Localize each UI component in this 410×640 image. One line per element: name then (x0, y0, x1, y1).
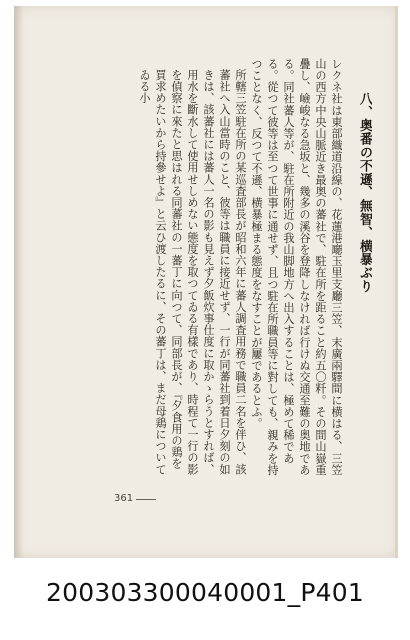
page-number: 361 (114, 493, 134, 504)
page-binding-shadow (14, 6, 24, 558)
paragraph-1: レクネ社は東部織道沿線の、花蓮港廰玉里支廳三笠、末廣兩驛間に横はる、三笠山の西方中央山脈近き最奥の蕃社で、駐在所を距ること約五〇粁。その間山嶽重疊し、嶮峻なる急坂と、幾多の溪谷を登降しなければ行けぬ交通至難の奥地である。同社蕃人等が、駐在所附近の我山脚地方へ出入することは、極めて稀である。從つて彼等は至つて世事に通せず、且つ駐在所職員等に對しても、親みを持つことなく、反つて不遜、横暴極まる態度をなすことが屢であるとふ。 (250, 58, 343, 476)
page-number-rule (136, 499, 156, 500)
image-caption: 200303300040001_P401 (46, 578, 364, 607)
section-heading: 八、奥番の不遜、無智、横暴ぶり (357, 92, 372, 293)
document-page (14, 6, 398, 558)
vertical-text-block (102, 58, 372, 478)
paragraph-2: 所轄三笠駐在所の某巡査部長が昭和六年に蕃人調査用務で職員二名を伴ひ、該蕃社へ入山當時のこと、彼等は職員に接近せず、一行が同蕃社到着日夕刻の如きは、該蕃社には蕃人一名の影も見えず夕飯炊事仕度に取かゝらうとすれば、用水を斷水して使用せしめない態度を取つてゐる有樣であり、時程て一行の影を偵察に來たと思はれる同蕃社の一蕃丁に向つて、同部長が、『夕食用の鶏を買求めたいから持參せよ』と云ひ渡したるに、その蕃丁は、まだ母鶏についてゐる小 (138, 69, 247, 475)
page-edge (395, 6, 398, 558)
